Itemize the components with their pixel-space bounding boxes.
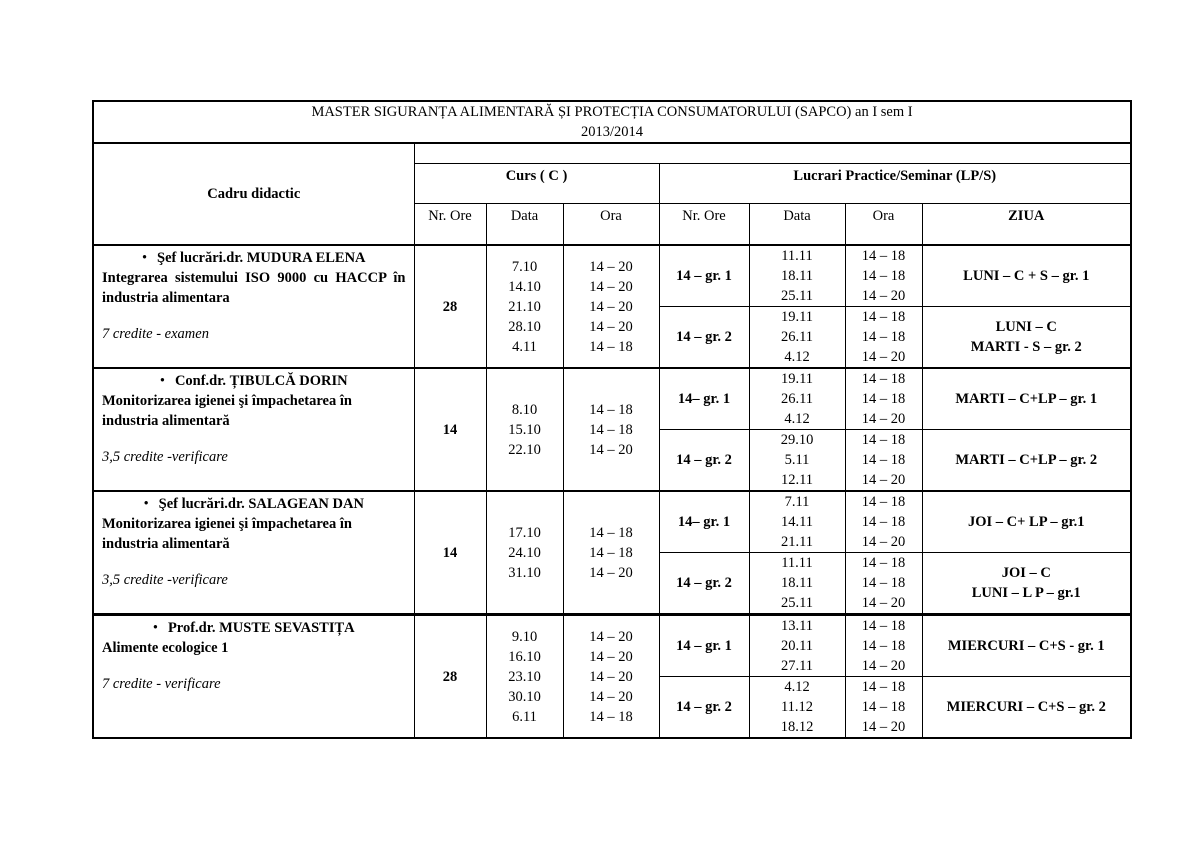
lp-date: 18.12 (780, 719, 814, 735)
lp-time: 14 – 18 (861, 268, 906, 284)
lp-times (845, 615, 922, 677)
lp-time: 14 – 18 (861, 309, 906, 325)
curs-time: 14 – 18 (589, 544, 633, 561)
lp-time: 14 – 18 (861, 329, 906, 345)
course-name: Monitorizarea igienei şi împachetarea în industria alimentară (102, 516, 352, 552)
professor-name-text: Prof.dr. MUSTE SEVASTIȚA (167, 620, 355, 636)
table-row (93, 245, 1131, 307)
lp-time: 14 – 18 (861, 248, 906, 264)
curs-time: 14 – 20 (589, 648, 633, 665)
lp-date: 4.12 (784, 411, 810, 427)
lp-date: 18.11 (780, 575, 814, 591)
lp-dates (749, 430, 845, 492)
curs-date: 24.10 (508, 544, 541, 561)
lp-time: 14 – 18 (861, 494, 906, 510)
curs-date: 6.11 (512, 708, 537, 725)
professor-cell (93, 615, 414, 739)
lp-date: 29.10 (780, 432, 814, 448)
lp-nr-ore: 14– gr. 1 (659, 368, 749, 430)
lp-date: 19.11 (780, 371, 814, 387)
lp-ziua (922, 430, 1131, 492)
lp-ziua (922, 677, 1131, 739)
lp-ziua (922, 491, 1131, 553)
table-row (93, 491, 1131, 553)
lp-nr-ore: 14 – gr. 2 (659, 553, 749, 615)
lp-time: 14 – 18 (861, 575, 906, 591)
curs-dates (486, 368, 563, 491)
curs-times (563, 615, 659, 739)
ziua-line: LUNI – C (995, 319, 1057, 335)
table-row (93, 615, 1131, 677)
course-name: Integrarea sistemului ISO 9000 cu HACCP în industria alimentara (102, 270, 406, 306)
lp-date: 18.11 (780, 268, 814, 284)
curs-date: 7.10 (511, 258, 538, 275)
lp-time: 14 – 20 (861, 534, 906, 550)
lp-time: 14 – 18 (861, 452, 906, 468)
lp-date: 11.12 (780, 699, 814, 715)
curs-time: 14 – 20 (589, 298, 633, 315)
curs-nr-ore: 14 (414, 491, 486, 615)
lp-time: 14 – 18 (861, 555, 906, 571)
professor-name-text: Şef lucrări.dr. MUDURA ELENA (157, 250, 366, 266)
header-ziua: ZIUA (922, 203, 1131, 245)
header-nr-ore-lp: Nr. Ore (659, 203, 749, 245)
lp-dates (749, 553, 845, 615)
lp-time: 14 – 18 (861, 391, 906, 407)
lp-time: 14 – 18 (861, 699, 906, 715)
lp-date: 25.11 (780, 288, 814, 304)
lp-time: 14 – 18 (861, 432, 906, 448)
ziua-line: MARTI - S – gr. 2 (970, 339, 1082, 355)
lp-date: 20.11 (780, 638, 814, 654)
lp-dates (749, 307, 845, 369)
lp-nr-ore: 14 – gr. 2 (659, 430, 749, 492)
curs-dates (486, 615, 563, 739)
bullet-icon: • (159, 373, 165, 389)
curs-time: 14 – 20 (589, 318, 633, 335)
curs-time: 14 – 18 (589, 401, 633, 418)
professor-name (102, 371, 406, 391)
lp-nr-ore: 14– gr. 1 (659, 491, 749, 553)
lp-time: 14 – 20 (861, 658, 906, 674)
lp-dates (749, 677, 845, 739)
ziua-line: MARTI – C+LP – gr. 2 (955, 452, 1098, 468)
lp-date: 26.11 (780, 329, 814, 345)
lp-date: 4.12 (784, 349, 810, 365)
lp-times (845, 307, 922, 369)
lp-time: 14 – 18 (861, 514, 906, 530)
lp-date: 27.11 (780, 658, 814, 674)
bullet-icon: • (141, 250, 148, 266)
curs-date: 14.10 (508, 278, 541, 295)
lp-dates (749, 245, 845, 307)
lp-date: 11.11 (781, 248, 813, 264)
lp-ziua (922, 368, 1131, 430)
lp-time: 14 – 20 (861, 411, 906, 427)
curs-time: 14 – 18 (589, 421, 633, 438)
curs-time: 14 – 20 (589, 564, 633, 581)
curs-times (563, 368, 659, 491)
schedule-table (92, 100, 1132, 739)
lp-date: 21.11 (780, 534, 814, 550)
table-title (93, 101, 1131, 143)
professor-name-text: Conf.dr. ȚIBULCĂ DORIN (174, 373, 348, 389)
curs-date: 28.10 (508, 318, 541, 335)
lp-nr-ore: 14 – gr. 1 (659, 245, 749, 307)
professor-cell (93, 491, 414, 615)
curs-nr-ore: 28 (414, 615, 486, 739)
curs-time: 14 – 18 (589, 708, 633, 725)
lp-date: 7.11 (784, 494, 810, 510)
curs-date: 23.10 (508, 668, 541, 685)
lp-times (845, 430, 922, 492)
curs-time: 14 – 20 (589, 688, 633, 705)
curs-nr-ore: 28 (414, 245, 486, 368)
curs-date: 22.10 (508, 441, 541, 458)
lp-time: 14 – 18 (861, 679, 906, 695)
lp-times (845, 677, 922, 739)
curs-times (563, 245, 659, 368)
header-cadru-didactic: Cadru didactic (93, 143, 414, 245)
lp-date: 13.11 (780, 618, 814, 634)
professor-cell (93, 368, 414, 491)
professor-name-text: Şef lucrări.dr. SALAGEAN DAN (158, 496, 364, 512)
bullet-icon: • (143, 496, 149, 512)
bullet-icon: • (152, 620, 158, 636)
header-curs: Curs ( C ) (414, 163, 659, 203)
lp-time: 14 – 20 (861, 472, 906, 488)
ziua-line: JOI – C (1001, 565, 1051, 581)
lp-time: 14 – 18 (861, 371, 906, 387)
lp-time: 14 – 20 (861, 719, 906, 735)
curs-date: 9.10 (511, 628, 538, 645)
ziua-line: MIERCURI – C+S - gr. 1 (947, 638, 1105, 654)
credits: 7 credite - verificare (102, 676, 221, 692)
credits: 3,5 credite -verificare (102, 449, 228, 465)
lp-ziua (922, 307, 1131, 369)
curs-dates (486, 245, 563, 368)
lp-dates (749, 615, 845, 677)
curs-time: 14 – 20 (589, 668, 633, 685)
credits: 7 credite - examen (102, 326, 209, 342)
lp-date: 4.12 (784, 679, 810, 695)
lp-dates (749, 491, 845, 553)
lp-date: 25.11 (780, 595, 814, 611)
lp-times (845, 245, 922, 307)
curs-time: 14 – 20 (589, 628, 633, 645)
curs-time: 14 – 18 (589, 524, 633, 541)
lp-nr-ore: 14 – gr. 2 (659, 307, 749, 369)
curs-date: 8.10 (511, 401, 538, 418)
title-line-2: 2013/2014 (581, 124, 644, 140)
ziua-line: LUNI – L P – gr.1 (971, 585, 1081, 601)
lp-nr-ore: 14 – gr. 2 (659, 677, 749, 739)
curs-time: 14 – 20 (589, 278, 633, 295)
lp-time: 14 – 20 (861, 349, 906, 365)
curs-date: 16.10 (508, 648, 541, 665)
curs-times (563, 491, 659, 615)
lp-times (845, 553, 922, 615)
professor-name (102, 618, 406, 638)
lp-time: 14 – 18 (861, 618, 906, 634)
curs-date: 21.10 (508, 298, 541, 315)
header-ora-lp: Ora (845, 203, 922, 245)
ziua-line: JOI – C+ LP – gr.1 (968, 514, 1085, 530)
curs-time: 14 – 20 (589, 258, 633, 275)
lp-time: 14 – 18 (861, 638, 906, 654)
curs-date: 30.10 (508, 688, 541, 705)
lp-ziua (922, 553, 1131, 615)
lp-date: 11.11 (781, 555, 813, 571)
lp-times (845, 491, 922, 553)
title-line-1: MASTER SIGURANȚA ALIMENTARĂ ȘI PROTECȚIA CONSUMATORULUI (SAPCO) an I sem I (311, 104, 913, 120)
lp-date: 5.11 (784, 452, 810, 468)
ziua-line: LUNI – C + S – gr. 1 (963, 268, 1090, 284)
lp-date: 14.11 (780, 514, 814, 530)
table-row (93, 368, 1131, 430)
lp-date: 12.11 (780, 472, 814, 488)
lp-date: 26.11 (780, 391, 814, 407)
professor-name (102, 248, 406, 268)
course-name: Monitorizarea igienei şi împachetarea în industria alimentară (102, 393, 352, 429)
professor-name (102, 494, 406, 514)
header-spacer (414, 143, 1131, 163)
curs-dates (486, 491, 563, 615)
curs-date: 17.10 (508, 524, 541, 541)
lp-times (845, 368, 922, 430)
header-nr-ore: Nr. Ore (414, 203, 486, 245)
curs-date: 4.11 (512, 338, 537, 355)
lp-time: 14 – 20 (861, 595, 906, 611)
curs-time: 14 – 20 (589, 441, 633, 458)
header-data: Data (486, 203, 563, 245)
lp-dates (749, 368, 845, 430)
lp-nr-ore: 14 – gr. 1 (659, 615, 749, 677)
curs-nr-ore: 14 (414, 368, 486, 491)
ziua-line: MIERCURI – C+S – gr. 2 (946, 699, 1106, 715)
header-lucrari-practice: Lucrari Practice/Seminar (LP/S) (659, 163, 1131, 203)
ziua-line: MARTI – C+LP – gr. 1 (955, 391, 1098, 407)
credits: 3,5 credite -verificare (102, 572, 228, 588)
lp-time: 14 – 20 (861, 288, 906, 304)
header-data-lp: Data (749, 203, 845, 245)
curs-date: 15.10 (508, 421, 541, 438)
header-ora: Ora (563, 203, 659, 245)
curs-date: 31.10 (508, 564, 541, 581)
lp-ziua (922, 245, 1131, 307)
professor-cell (93, 245, 414, 368)
lp-ziua (922, 615, 1131, 677)
lp-date: 19.11 (780, 309, 814, 325)
curs-time: 14 – 18 (589, 338, 633, 355)
course-name: Alimente ecologice 1 (102, 640, 229, 656)
